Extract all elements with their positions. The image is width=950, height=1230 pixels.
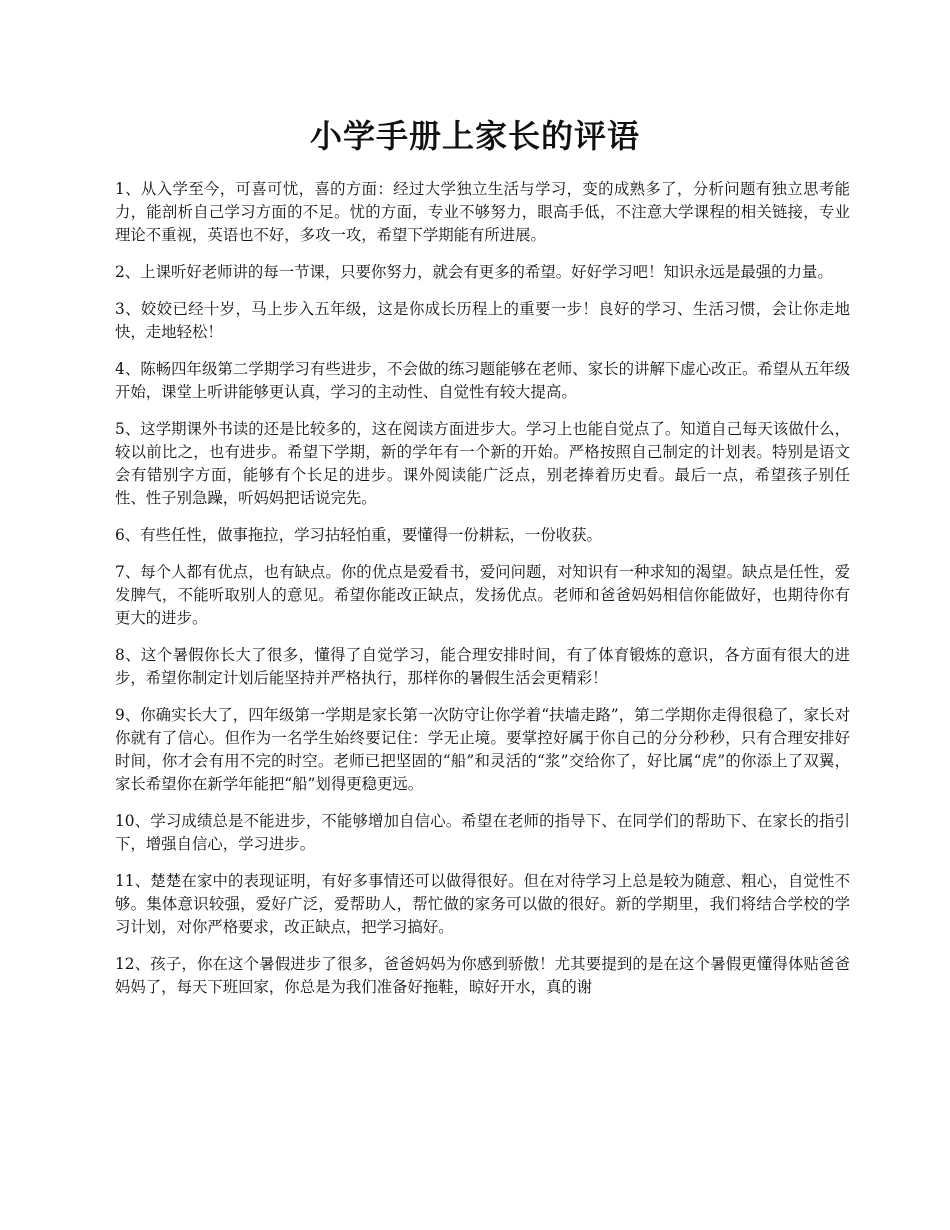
comment-paragraph-5: 5、这学期课外书读的还是比较多的，这在阅读方面进步大。学习上也能自觉点了。知道自己每天该做什么，较以前比之，也有进步。希望下学期，新的学年有一个新的开始。严格按照自己制定的计划表。特别是语文会有错别字方面，能够有个长足的进步。课外阅读能广泛点，别老捧着历史看。最后一点，希望孩子别任性、性子别急躁，听妈妈把话说完先。: [115, 420, 850, 507]
comment-paragraph-3: 3、姣姣已经十岁，马上步入五年级，这是你成长历程上的重要一步！良好的学习、生活习惯，会让你走地快，走地轻松！: [115, 300, 850, 341]
comment-paragraph-8: 8、这个暑假你长大了很多，懂得了自觉学习，能合理安排时间，有了体育锻炼的意识，各方面有很大的进步，希望你制定计划后能坚持并严格执行，那样你的暑假生活会更精彩！: [115, 646, 850, 687]
document-body: [115, 178, 850, 1013]
comment-paragraph-7: 7、每个人都有优点，也有缺点。你的优点是爱看书，爱问问题，对知识有一种求知的渴望。缺点是任性，爱发脾气，不能听取别人的意见。希望你能改正缺点，发扬优点。老师和爸爸妈妈相信你能做好，也期待你有更大的进步。: [115, 563, 850, 627]
page-title: 小学手册上家长的评语: [309, 117, 640, 155]
comment-paragraph-2: 2、上课听好老师讲的每一节课，只要你努力，就会有更多的希望。好好学习吧！知识永远是最强的力量。: [115, 263, 833, 281]
comment-paragraph-11: 11、楚楚在家中的表现证明，有好多事情还可以做得很好。但在对待学习上总是较为随意、粗心，自觉性不够。集体意识较强，爱好广泛，爱帮助人，帮忙做的家务可以做的很好。新的学期里，我们将结合学校的学习计划，对你严格要求，改正缺点，把学习搞好。: [115, 872, 850, 936]
comment-paragraph-9: 9、你确实长大了，四年级第一学期是家长第一次防守让你学着“扶墙走路”，第二学期你走得很稳了，家长对你就有了信心。但作为一名学生始终要记住：学无止境。要掌控好属于你自己的分分秒秒，只有合理安排好时间，你才会有用不完的时空。老师已把坚固的“船”和灵活的“浆”交给你了，好比属“虎”的你添上了双翼，家长希望你在新学年能把“船”划得更稳更远。: [115, 706, 850, 793]
comment-paragraph-1: 1、从入学至今，可喜可忧，喜的方面：经过大学独立生活与学习，变的成熟多了，分析问题有独立思考能力，能剖析自己学习方面的不足。忧的方面，专业不够努力，眼高手低，不注意大学课程的相关链接，专业理论不重视，英语也不好，多攻一攻，希望下学期能有所进展。: [115, 180, 850, 244]
comment-paragraph-10: 10、学习成绩总是不能进步，不能够增加自信心。希望在老师的指导下、在同学们的帮助下、在家长的指引下，增强自信心，学习进步。: [115, 812, 850, 853]
comment-paragraph-6: 6、有些任性，做事拖拉，学习拈轻怕重，要懂得一份耕耘，一份收获。: [115, 526, 602, 544]
comment-paragraph-12: 12、孩子，你在这个暑假进步了很多，爸爸妈妈为你感到骄傲！尤其要提到的是在这个暑假更懂得体贴爸爸妈妈了，每天下班回家，你总是为我们准备好拖鞋，晾好开水，真的谢: [115, 955, 850, 996]
comment-paragraph-4: 4、陈畅四年级第二学期学习有些进步，不会做的练习题能够在老师、家长的讲解下虚心改正。希望从五年级开始，课堂上听讲能够更认真，学习的主动性、自觉性有较大提高。: [115, 360, 850, 401]
